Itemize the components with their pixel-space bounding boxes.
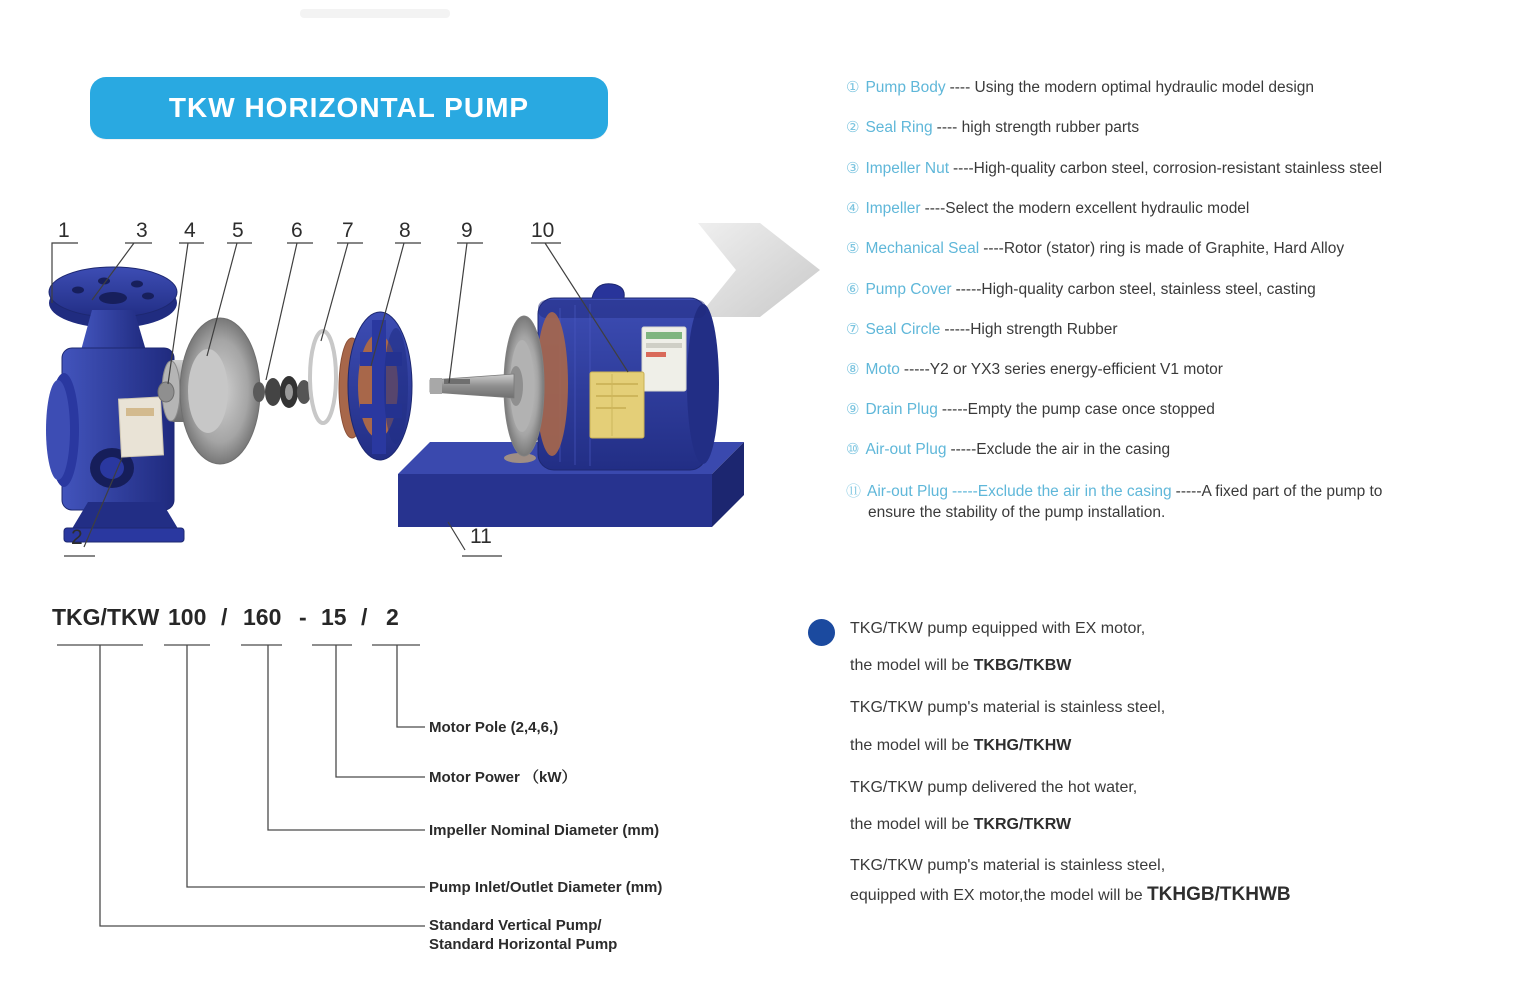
part-name: Moto [865,361,900,378]
note-text: TKG/TKW pump's material is stainless steel, [850,699,1166,716]
part-description: -----High strength Rubber [944,321,1118,338]
circled-number-icon: ③ [846,159,860,177]
part-item-4 [846,199,1249,218]
part-name: Seal Ring [865,119,933,136]
model-code-lines [57,645,425,926]
part-description: -----Empty the pump case once stopped [941,401,1215,418]
circled-number-icon: ⑤ [846,239,860,257]
part-description: ----Select the modern excellent hydraulic model [924,200,1250,217]
note-model: TKRG/TKRW [973,816,1072,833]
model-code-dash: - [299,604,307,630]
circled-number-icon: ② [846,118,860,136]
part-name: Drain Plug [865,401,938,418]
part-item-3 [846,159,1382,178]
note-model: TKHG/TKHW [973,737,1072,754]
note-line-8 [850,884,1291,906]
part-item-11-line1 [846,480,1382,501]
part-description: ----High-quality carbon steel, corrosion-resistant stainless steel [953,160,1383,177]
label-motor-pole: Motor Pole (2,4,6,) [429,719,559,736]
model-code-motor-power: 15 [321,604,347,630]
note-model: TKBG/TKBW [973,657,1072,674]
circled-number-icon: ⑥ [846,280,860,298]
note-text: TKG/TKW pump equipped with EX motor, [850,620,1146,637]
label-standard-pump-1: Standard Vertical Pump/ [429,917,602,934]
label-impeller-diameter: Impeller Nominal Diameter (mm) [429,822,660,839]
note-line-3 [850,699,1165,717]
part-name: Impeller [865,200,921,217]
model-code-slash-1: / [221,604,228,630]
part-name: Mechanical Seal [865,240,980,257]
note-line-4 [850,737,1071,755]
part-item-6 [846,280,1316,299]
product-title: TKW HORIZONTAL PUMP [168,92,530,123]
note-line-5 [850,779,1137,797]
callout-number-10: 10 [531,219,555,242]
model-code-inlet-diameter: 100 [168,604,207,630]
part-item-9 [846,400,1215,419]
part-item-7 [846,320,1118,339]
model-code-series: TKG/TKW [52,604,160,630]
callout-number-5: 5 [232,219,244,242]
part-name: Air-out Plug [865,441,947,458]
circled-number-icon: ① [846,78,860,96]
note-text: TKG/TKW pump delivered the hot water, [850,779,1138,796]
transition-arrow-icon [698,223,820,317]
note-text: TKG/TKW pump's material is stainless steel, [850,857,1166,874]
model-code-slash-2: / [361,604,368,630]
part-description-blue: -----Exclude the air in the casing [952,483,1172,500]
part-name: Pump Body [865,79,946,96]
callout-number-7: 7 [342,219,354,242]
part-item-5 [846,239,1344,258]
note-line-7 [850,857,1165,875]
part-description: -----A fixed part of the pump to [1175,483,1383,500]
part-description: ---- high strength rubber parts [936,119,1140,136]
circled-number-icon: ⑪ [846,482,862,500]
note-line-6 [850,816,1071,834]
callout-number-6: 6 [291,219,303,242]
callout-number-8: 8 [399,219,411,242]
part-description: -----Y2 or YX3 series energy-efficient V1 motor [903,361,1223,378]
circled-number-icon: ⑩ [846,440,860,458]
part-description: ----Rotor (stator) ring is made of Graphite, Hard Alloy [983,240,1345,257]
callout-number-9: 9 [461,219,473,242]
part-item-2 [846,118,1139,137]
part-description: ---- Using the modern optimal hydraulic model design [949,79,1315,96]
circled-number-icon: ⑦ [846,320,860,338]
callout-number-4: 4 [184,219,196,242]
note-model: TKHGB/TKHWB [1147,884,1291,905]
note-line-1 [850,620,1145,638]
parts-list [846,0,1506,540]
part-name: Pump Cover [865,281,952,298]
label-inlet-outlet: Pump Inlet/Outlet Diameter (mm) [429,879,663,896]
note-line-2 [850,657,1071,675]
part-description: -----High-quality carbon steel, stainless steel, casting [955,281,1316,298]
part-description: -----Exclude the air in the casing [950,441,1171,458]
callout-number-11: 11 [470,525,492,548]
part-item-8 [846,360,1223,379]
note-text: the model will be [850,816,974,833]
circled-number-icon: ⑧ [846,360,860,378]
part-name: Air-out Plug [867,483,948,500]
part-item-1 [846,78,1314,97]
note-text: equipped with EX motor,the model will be [850,887,1148,904]
part-description-line2: ensure the stability of the pump installation. [868,504,1166,521]
model-code-impeller-diameter: 160 [243,604,282,630]
circled-number-icon: ④ [846,199,860,217]
note-text: the model will be [850,737,974,754]
label-motor-power: Motor Power （kW） [429,769,577,786]
part-name: Seal Circle [865,321,941,338]
callout-number-1: 1 [58,219,70,242]
seal-circle-part [310,331,336,423]
note-bullet-icon [808,619,835,646]
part-item-11 [846,480,1382,522]
callout-number-3: 3 [136,219,148,242]
mechanical-seal-part [253,376,311,408]
note-text: the model will be [850,657,974,674]
circled-number-icon: ⑨ [846,400,860,418]
pump-cover-part [339,312,412,460]
part-item-10 [846,440,1170,459]
label-standard-pump-2: Standard Horizontal Pump [429,936,618,953]
model-code-motor-pole: 2 [386,604,399,630]
part-name: Impeller Nut [865,160,950,177]
callout-number-2: 2 [71,526,83,549]
